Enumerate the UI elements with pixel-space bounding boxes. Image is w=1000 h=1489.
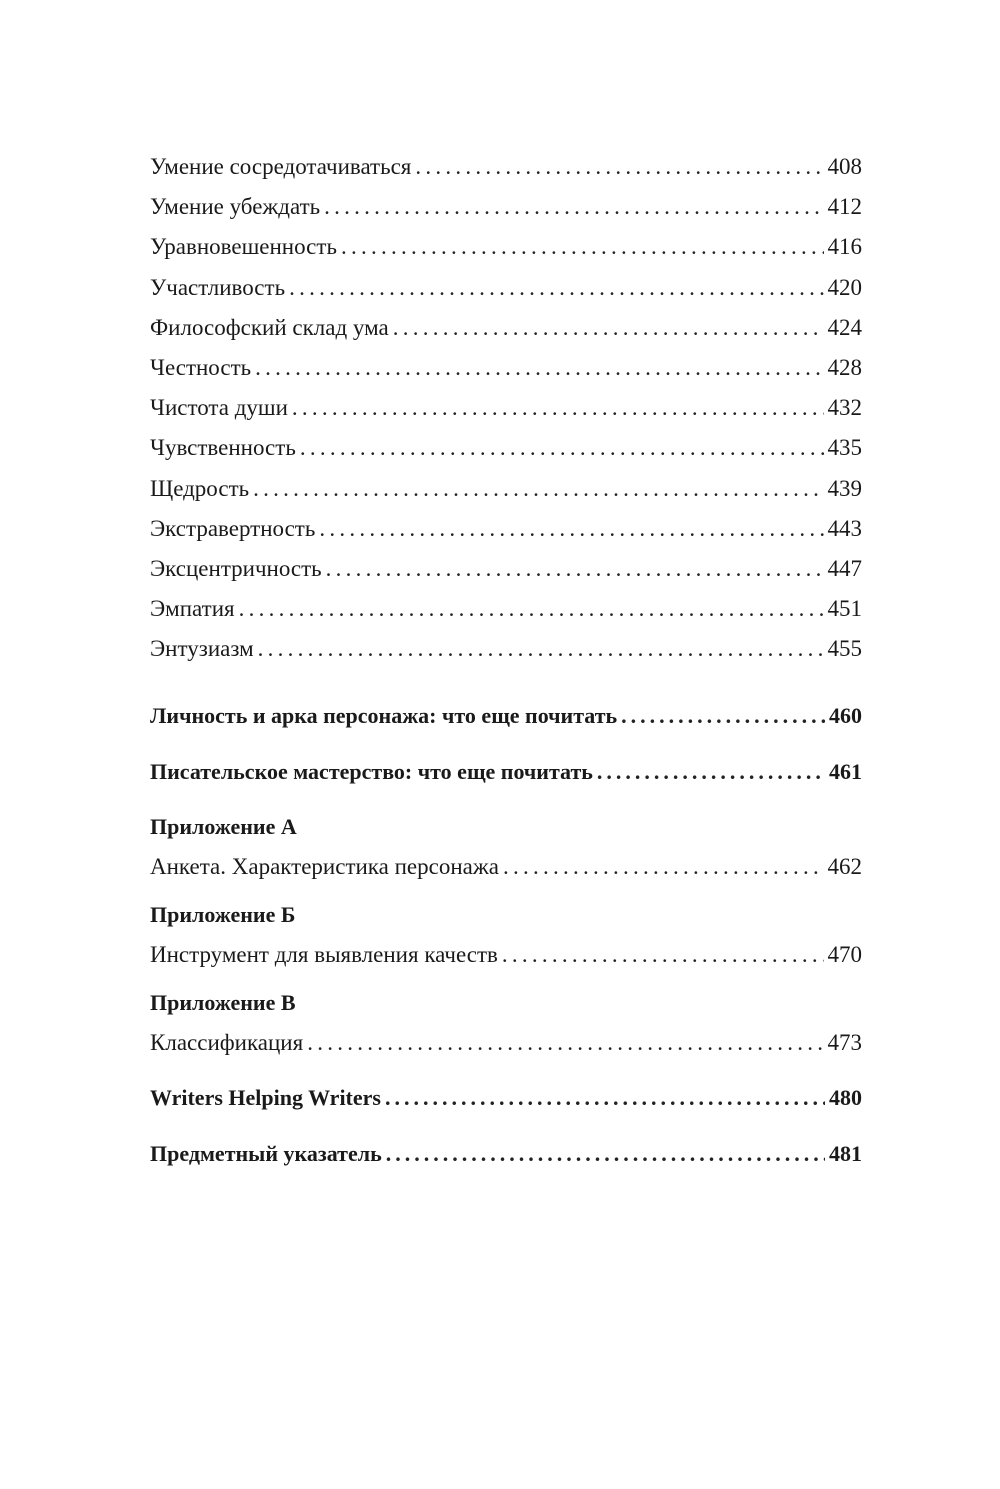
toc-entry[interactable] bbox=[150, 589, 862, 629]
entry-title: Участливость bbox=[150, 274, 286, 300]
entry-page: 473 bbox=[827, 1030, 862, 1056]
entry-title: Классификация bbox=[150, 1030, 304, 1056]
toc-entry-appendix-b[interactable] bbox=[150, 935, 862, 975]
dot-leader bbox=[253, 469, 823, 509]
toc-entry[interactable] bbox=[150, 348, 862, 388]
dot-leader bbox=[300, 428, 824, 468]
toc-entry[interactable] bbox=[150, 549, 862, 589]
dot-leader bbox=[289, 268, 823, 308]
entry-title: Философский склад ума bbox=[150, 314, 389, 340]
dot-leader bbox=[386, 1134, 825, 1174]
appendix-a-heading: Приложение А bbox=[150, 813, 297, 839]
entry-title: Эмпатия bbox=[150, 596, 235, 622]
toc-entry[interactable] bbox=[150, 187, 862, 227]
section-page: 481 bbox=[829, 1140, 862, 1166]
entry-title: Уравновешенность bbox=[150, 234, 337, 260]
entry-title: Умение сосредотачиваться bbox=[150, 154, 412, 179]
dot-leader bbox=[239, 589, 824, 629]
entry-page: 424 bbox=[827, 314, 862, 340]
entry-title: Анкета. Характеристика персонажа bbox=[150, 853, 499, 879]
entry-title: Умение убеждать bbox=[150, 194, 321, 220]
table-of-contents bbox=[150, 147, 862, 1174]
entry-title: Инструмент для выявления качеств bbox=[150, 942, 498, 967]
section-title: Предметный указатель bbox=[150, 1140, 382, 1166]
toc-section-index[interactable] bbox=[150, 1134, 862, 1174]
entry-page: 420 bbox=[827, 274, 862, 300]
toc-entry[interactable] bbox=[150, 629, 862, 669]
dot-leader bbox=[502, 935, 824, 975]
dot-leader bbox=[307, 1023, 823, 1063]
entry-page: 455 bbox=[827, 636, 862, 662]
dot-leader bbox=[393, 308, 824, 348]
dot-leader bbox=[292, 388, 824, 428]
entry-page: 447 bbox=[827, 555, 862, 581]
dot-leader bbox=[258, 629, 824, 669]
entry-page: 408 bbox=[827, 154, 862, 179]
toc-entry[interactable] bbox=[150, 308, 862, 348]
dot-leader bbox=[621, 696, 825, 736]
entry-page: 451 bbox=[827, 596, 862, 622]
toc-section-whw[interactable] bbox=[150, 1078, 862, 1118]
toc-entry[interactable] bbox=[150, 469, 862, 509]
toc-entry[interactable] bbox=[150, 509, 862, 549]
toc-section-reading-arc[interactable] bbox=[150, 696, 862, 736]
toc-entry[interactable] bbox=[150, 147, 862, 187]
entry-page: 412 bbox=[827, 194, 862, 220]
entry-title: Чистота души bbox=[150, 395, 288, 421]
section-title: Личность и арка персонажа: что еще почитать bbox=[150, 703, 618, 729]
entry-title: Эксцентричность bbox=[150, 555, 322, 581]
entry-page: 432 bbox=[827, 395, 862, 421]
entry-title: Щедрость bbox=[150, 475, 250, 501]
toc-entry[interactable] bbox=[150, 428, 862, 468]
dot-leader bbox=[415, 147, 823, 187]
toc-entry[interactable] bbox=[150, 388, 862, 428]
toc-entry-appendix-v[interactable] bbox=[150, 1023, 862, 1063]
dot-leader bbox=[255, 348, 823, 388]
appendix-b-heading: Приложение Б bbox=[150, 902, 296, 927]
section-page: 480 bbox=[829, 1085, 862, 1111]
section-title: Writers Helping Writers bbox=[150, 1085, 381, 1111]
entry-page: 462 bbox=[827, 853, 862, 879]
appendix-v-heading: Приложение В bbox=[150, 990, 296, 1016]
toc-entry-appendix-a[interactable] bbox=[150, 847, 862, 887]
entry-page: 416 bbox=[827, 234, 862, 260]
section-page: 460 bbox=[829, 703, 862, 729]
section-title: Писательское мастерство: что еще почитать bbox=[150, 758, 593, 784]
entry-page: 443 bbox=[827, 515, 862, 541]
entry-page: 470 bbox=[827, 942, 862, 967]
dot-leader bbox=[503, 847, 824, 887]
entry-page: 435 bbox=[827, 435, 862, 461]
entry-page: 428 bbox=[827, 354, 862, 380]
dot-leader bbox=[326, 549, 824, 589]
entry-page: 439 bbox=[827, 475, 862, 501]
toc-entry[interactable] bbox=[150, 227, 862, 267]
entry-title: Энтузиазм bbox=[150, 636, 254, 662]
entry-title: Чувственность bbox=[150, 435, 296, 461]
dot-leader bbox=[341, 227, 824, 267]
entry-title: Честность bbox=[150, 354, 252, 380]
entry-title: Экстравертность bbox=[150, 515, 316, 541]
dot-leader bbox=[597, 752, 825, 792]
dot-leader bbox=[385, 1078, 825, 1118]
dot-leader bbox=[319, 509, 823, 549]
toc-section-reading-craft[interactable] bbox=[150, 752, 862, 792]
dot-leader bbox=[324, 187, 823, 227]
section-page: 461 bbox=[829, 758, 862, 784]
toc-entry[interactable] bbox=[150, 268, 862, 308]
